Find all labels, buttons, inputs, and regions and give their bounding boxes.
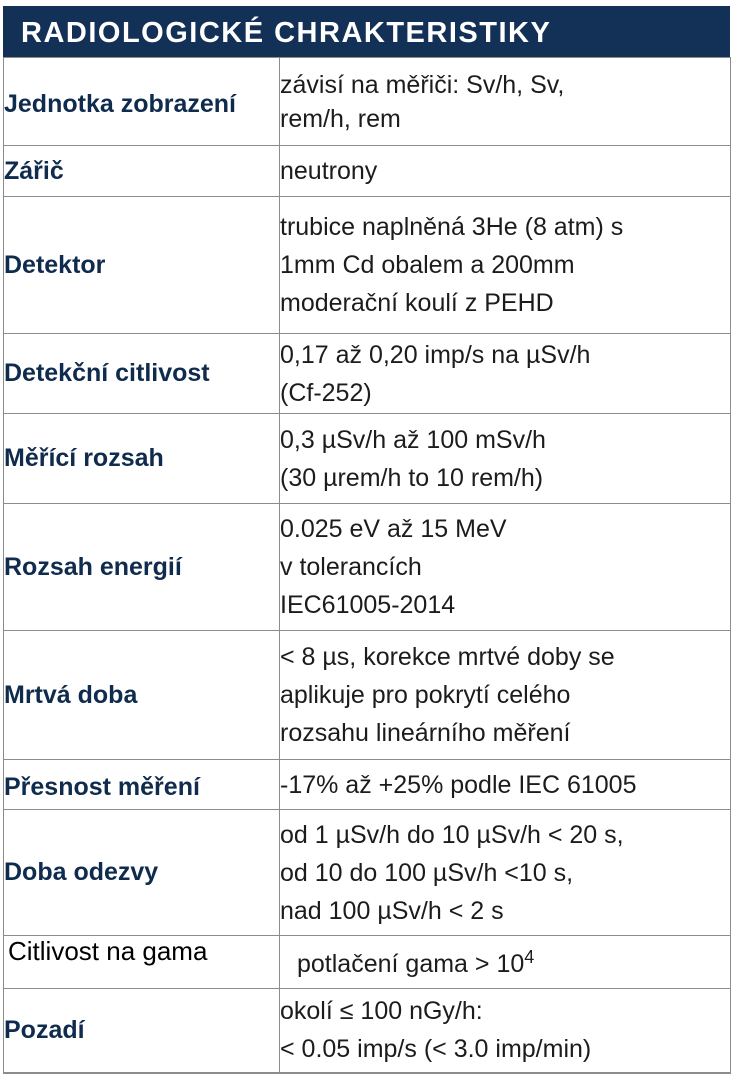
row-value — [280, 334, 731, 414]
value-line: 1mm Cd obalem a 200mm — [280, 251, 575, 279]
value-line: trubice naplněná 3He (8 atm) s — [280, 213, 624, 241]
value-line: neutrony — [280, 157, 378, 185]
row-label: Doba odezvy — [4, 810, 280, 936]
table-row-jednotka-zobrazeni — [4, 58, 731, 146]
value-line: moderační koulí z PEHD — [280, 289, 554, 317]
row-value — [280, 936, 731, 989]
value-line: rem/h, rem — [280, 104, 401, 133]
value-line: 0.025 eV až 15 MeV — [280, 515, 507, 543]
row-value — [280, 58, 731, 146]
value-line: -17% až +25% podle IEC 61005 — [280, 770, 637, 799]
spec-table — [3, 57, 731, 1074]
row-label: Citlivost na gama — [4, 936, 280, 989]
value-line: (Cf-252) — [280, 378, 372, 407]
value-line: 0,3 µSv/h až 100 mSv/h — [280, 425, 546, 454]
row-label: Zářič — [4, 146, 280, 197]
table-row-doba-odezvy — [4, 810, 731, 936]
value-line: < 8 µs, korekce mrtvé doby se — [280, 643, 615, 671]
row-value — [280, 504, 731, 631]
value-line: od 1 µSv/h do 10 µSv/h < 20 s, — [280, 820, 624, 849]
value-line: 0,17 až 0,20 imp/s na µSv/h — [280, 340, 591, 369]
value-text: potlačení gama > 10 — [297, 950, 525, 978]
row-label: Přesnost měření — [4, 760, 280, 810]
value-line: aplikuje pro pokrytí celého — [280, 681, 571, 709]
table-row-mrtva-doba — [4, 631, 731, 760]
table-row-presnost-mereni — [4, 760, 731, 810]
row-value — [280, 810, 731, 936]
row-value — [280, 146, 731, 197]
row-value — [280, 989, 731, 1073]
value-line: IEC61005-2014 — [280, 591, 456, 619]
row-label: Detektor — [4, 197, 280, 334]
value-line: okolí ≤ 100 nGy/h: — [280, 997, 483, 1026]
row-value — [280, 631, 731, 760]
value-exponent: 4 — [524, 947, 535, 967]
table-row-zaric — [4, 146, 731, 197]
row-label: Rozsah energií — [4, 504, 280, 631]
table-row-rozsah-energii — [4, 504, 731, 631]
table-row-detektor — [4, 197, 731, 334]
table-row-merici-rozsah — [4, 414, 731, 504]
table-row-detekcni-citlivost — [4, 334, 731, 414]
value-line: (30 µrem/h to 10 rem/h) — [280, 463, 544, 492]
row-label: Jednotka zobrazení — [4, 58, 280, 146]
value-line: nad 100 µSv/h < 2 s — [280, 896, 504, 925]
value-line: v tolerancích — [280, 553, 422, 581]
section-title: RADIOLOGICKÉ CHRAKTERISTIKY — [3, 6, 730, 57]
row-label: Detekční citlivost — [4, 334, 280, 414]
row-value — [280, 760, 731, 810]
table-row-pozadi — [4, 989, 731, 1073]
spec-sheet — [3, 6, 730, 1074]
value-line: rozsahu lineárního měření — [280, 719, 571, 747]
value-line: < 0.05 imp/s (< 3.0 imp/min) — [280, 1035, 592, 1064]
row-label: Pozadí — [4, 989, 280, 1073]
row-label: Mrtvá doba — [4, 631, 280, 760]
row-value — [280, 414, 731, 504]
row-value — [280, 197, 731, 334]
value-line: závisí na měřiči: Sv/h, Sv, — [280, 70, 565, 99]
row-label: Měřící rozsah — [4, 414, 280, 504]
table-row-citlivost-na-gama — [4, 936, 731, 989]
value-line: od 10 do 100 µSv/h <10 s, — [280, 858, 574, 887]
